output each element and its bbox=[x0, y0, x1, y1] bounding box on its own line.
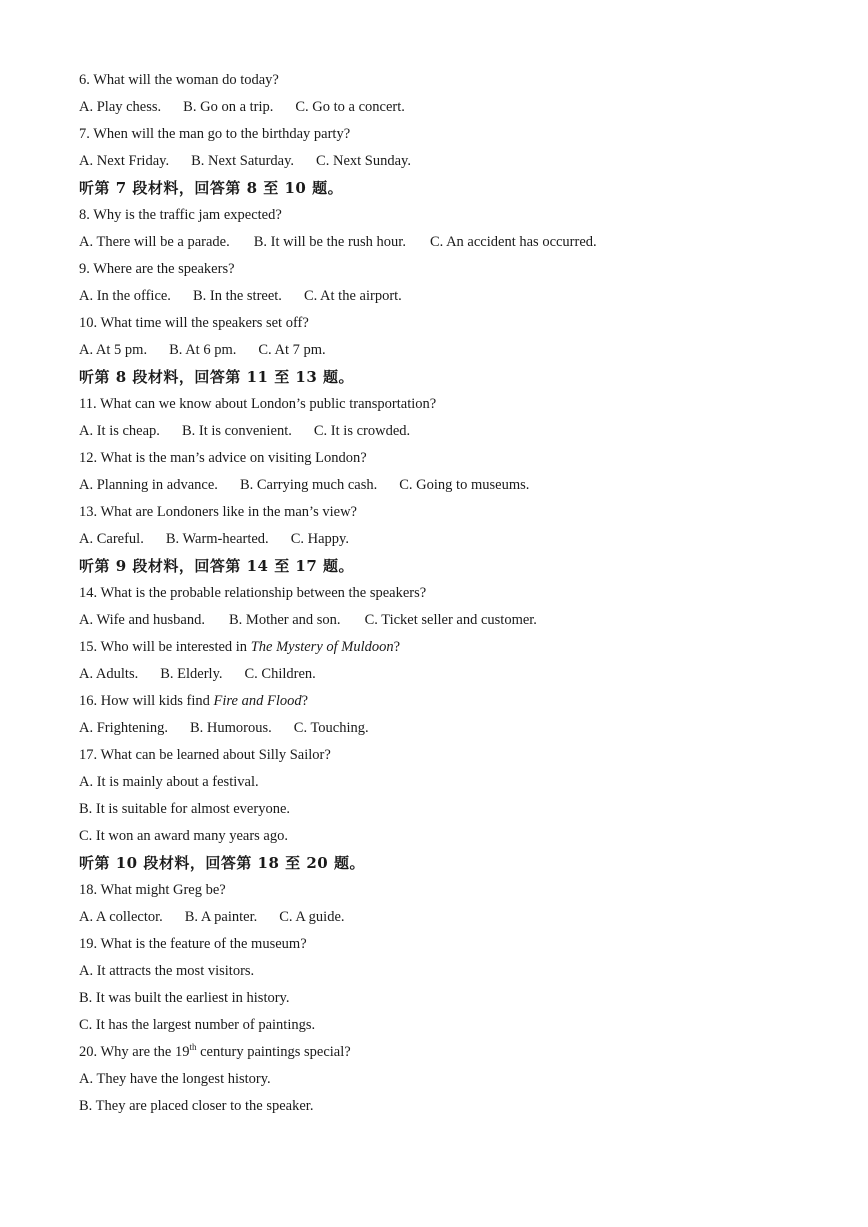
q10-option-c: C. At 7 pm. bbox=[258, 342, 326, 358]
q20-text-pre: 20. Why are the 19 bbox=[79, 1044, 190, 1060]
question-7: 7. When will the man go to the birthday party? bbox=[79, 126, 351, 142]
q16-option-b: B. Humorous. bbox=[190, 720, 272, 736]
q15-option-c: C. Children. bbox=[244, 666, 316, 682]
q8-option-a: A. There will be a parade. bbox=[79, 234, 230, 250]
question-20 bbox=[79, 1039, 839, 1066]
question-8: 8. Why is the traffic jam expected? bbox=[79, 207, 282, 223]
question-13: 13. What are Londoners like in the man’s view? bbox=[79, 504, 357, 520]
question-14-options bbox=[79, 607, 839, 634]
q13-option-b: B. Warm-hearted. bbox=[165, 531, 269, 547]
q9-option-b: B. In the street. bbox=[192, 288, 282, 304]
q6-option-b: B. Go on a trip. bbox=[183, 99, 274, 115]
q17-option-b: B. It is suitable for almost everyone. bbox=[79, 801, 291, 817]
question-15-options bbox=[79, 661, 839, 688]
q19-option-c: C. It has the largest number of paintings. bbox=[79, 1017, 316, 1033]
q8-option-c: C. An accident has occurred. bbox=[429, 234, 597, 250]
q15-title: The Mystery of Muldoon bbox=[250, 639, 394, 655]
question-18-options bbox=[79, 904, 839, 931]
q9-option-c: C. At the airport. bbox=[303, 288, 402, 304]
q13-option-c: C. Happy. bbox=[290, 531, 349, 547]
q16-option-c: C. Touching. bbox=[293, 720, 369, 736]
question-9-options bbox=[79, 283, 839, 310]
q20-option-b: B. They are placed closer to the speaker. bbox=[79, 1098, 314, 1114]
q17-option-c: C. It won an award many years ago. bbox=[79, 828, 288, 844]
question-14: 14. What is the probable relationship between the speakers? bbox=[79, 585, 427, 601]
q15-text-pre: 15. Who will be interested in bbox=[79, 639, 251, 655]
question-6-options bbox=[79, 94, 839, 121]
q18-option-b: B. A painter. bbox=[184, 909, 258, 925]
question-13-options bbox=[79, 526, 839, 553]
q16-text-pre: 16. How will kids find bbox=[79, 693, 214, 709]
q12-option-c: C. Going to museums. bbox=[399, 477, 530, 493]
q20-option-a: A. They have the longest history. bbox=[79, 1071, 271, 1087]
question-15 bbox=[79, 634, 839, 661]
question-17: 17. What can be learned about Silly Sailor? bbox=[79, 747, 331, 763]
q11-option-c: C. It is crowded. bbox=[313, 423, 411, 439]
q12-option-a: A. Planning in advance. bbox=[79, 477, 218, 493]
q12-option-b: B. Carrying much cash. bbox=[239, 477, 378, 493]
q6-option-c: C. Go to a concert. bbox=[295, 99, 405, 115]
q20-superscript: th bbox=[189, 1042, 197, 1053]
question-16 bbox=[79, 688, 839, 715]
question-10-options bbox=[79, 337, 839, 364]
question-8-options bbox=[79, 229, 839, 256]
question-16-options bbox=[79, 715, 839, 742]
q15-option-b: B. Elderly. bbox=[160, 666, 223, 682]
section-heading-9: 听第 9 段材料，回答第 14 至 17 题。 bbox=[79, 557, 355, 575]
question-9: 9. Where are the speakers? bbox=[79, 261, 235, 277]
q11-option-b: B. It is convenient. bbox=[181, 423, 292, 439]
q16-option-a: A. Frightening. bbox=[79, 720, 169, 736]
q20-text-post: century paintings special? bbox=[196, 1044, 351, 1060]
question-6: 6. What will the woman do today? bbox=[79, 72, 279, 88]
section-heading-7: 听第 7 段材料，回答第 8 至 10 题。 bbox=[79, 179, 344, 197]
q14-option-a: A. Wife and husband. bbox=[79, 612, 205, 628]
q17-option-a: A. It is mainly about a festival. bbox=[79, 774, 259, 790]
section-heading-10: 听第 10 段材料，回答第 18 至 20 题。 bbox=[79, 854, 365, 872]
question-11: 11. What can we know about London’s public transportation? bbox=[79, 396, 437, 412]
q16-text-post: ? bbox=[301, 693, 309, 709]
q14-option-c: C. Ticket seller and customer. bbox=[364, 612, 537, 628]
section-heading-8: 听第 8 段材料，回答第 11 至 13 题。 bbox=[79, 368, 355, 386]
q15-text-post: ? bbox=[393, 639, 401, 655]
question-18: 18. What might Greg be? bbox=[79, 882, 226, 898]
q14-option-b: B. Mother and son. bbox=[229, 612, 341, 628]
question-19: 19. What is the feature of the museum? bbox=[79, 936, 307, 952]
question-10: 10. What time will the speakers set off? bbox=[79, 315, 309, 331]
question-12: 12. What is the man’s advice on visiting London? bbox=[79, 450, 367, 466]
q7-option-c: C. Next Sunday. bbox=[316, 153, 411, 169]
q6-option-a: A. Play chess. bbox=[79, 99, 162, 115]
q7-option-a: A. Next Friday. bbox=[79, 153, 170, 169]
q8-option-b: B. It will be the rush hour. bbox=[253, 234, 406, 250]
q10-option-b: B. At 6 pm. bbox=[169, 342, 237, 358]
question-11-options bbox=[79, 418, 839, 445]
q19-option-b: B. It was built the earliest in history. bbox=[79, 990, 290, 1006]
q13-option-a: A. Careful. bbox=[79, 531, 144, 547]
q18-option-c: C. A guide. bbox=[279, 909, 345, 925]
question-7-options bbox=[79, 148, 839, 175]
q16-title: Fire and Flood bbox=[213, 693, 302, 709]
q10-option-a: A. At 5 pm. bbox=[79, 342, 148, 358]
q11-option-a: A. It is cheap. bbox=[79, 423, 160, 439]
q18-option-a: A. A collector. bbox=[79, 909, 163, 925]
question-12-options bbox=[79, 472, 839, 499]
q19-option-a: A. It attracts the most visitors. bbox=[79, 963, 255, 979]
q15-option-a: A. Adults. bbox=[79, 666, 139, 682]
q9-option-a: A. In the office. bbox=[79, 288, 171, 304]
q7-option-b: B. Next Saturday. bbox=[191, 153, 295, 169]
exam-page bbox=[79, 67, 839, 1120]
